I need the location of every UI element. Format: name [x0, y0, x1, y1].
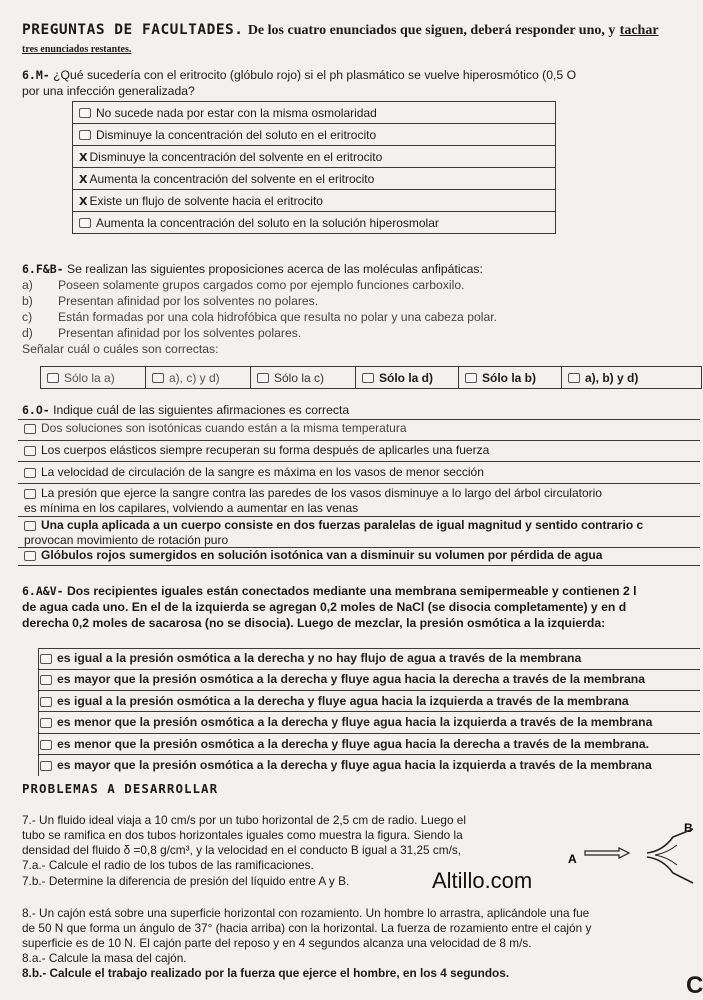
- q2-number: 6.F&B-: [22, 262, 64, 276]
- q4-option[interactable]: es igual a la presión osmótica a la derecha y no hay flujo de agua a través de la membrana: [40, 651, 581, 665]
- p8-line3: superficie es de 10 N. El cajón parte del reposo y en 4 segundos alcanza una velocidad de 8 m/s.: [22, 936, 532, 950]
- header-second-line: tres enunciados restantes.: [22, 44, 132, 55]
- q2-choice[interactable]: Sólo la c): [251, 367, 356, 389]
- branch-lower: [647, 857, 693, 883]
- q2-choice[interactable]: a), c) y d): [146, 367, 251, 389]
- checkbox[interactable]: [465, 373, 477, 383]
- divider: [18, 440, 700, 441]
- problems-heading: PROBLEMAS A DESARROLLAR: [22, 781, 219, 796]
- q3-number: 6.O-: [22, 403, 50, 417]
- q3-option[interactable]: Glóbulos rojos sumergidos en solución isotónica van a disminuir su volumen por pérdida de agua: [24, 548, 602, 562]
- divider: [38, 733, 700, 734]
- q2-item: d) Presentan afinidad por los solventes polares.: [22, 326, 302, 340]
- header-title: PREGUNTAS DE FACULTADES.: [22, 22, 244, 38]
- divider: [18, 419, 700, 420]
- q3-option[interactable]: Dos soluciones son isotónicas cuando están a la misma temperatura: [24, 421, 407, 435]
- q2-intro-line: [22, 262, 483, 278]
- q4-text-line2: de agua cada uno. En el de la izquierda se agregan 0,2 moles de NaCl (se disocia completamente) y en d: [22, 600, 627, 614]
- q2-item: b) Presentan afinidad por los solventes no polares.: [22, 294, 319, 308]
- divider: [18, 516, 700, 517]
- q4-option[interactable]: es igual a la presión osmótica a la derecha y fluye agua hacia la izquierda a través de la membrana: [40, 694, 629, 708]
- checkbox[interactable]: [40, 740, 52, 750]
- label-b: B: [684, 821, 693, 835]
- checkbox[interactable]: [40, 718, 52, 728]
- q3-text: Indique cuál de las siguientes afirmaciones es correcta: [53, 403, 350, 417]
- p7-line1: 7.- Un fluido ideal viaja a 10 cm/s por un tubo horizontal de 2,5 cm de radio. Luego el: [22, 813, 466, 827]
- q4-text-line1: [22, 584, 637, 600]
- q4-option[interactable]: es mayor que la presión osmótica a la derecha y fluye agua hacia la izquierda a través de la membrana: [40, 758, 652, 772]
- branching-tube-figure: [565, 815, 700, 900]
- x-mark: X: [79, 150, 88, 164]
- header-instruction: De los cuatro enunciados que siguen, deberá responder uno, y: [247, 23, 616, 38]
- divider: [38, 669, 700, 670]
- checkbox[interactable]: [79, 108, 91, 118]
- checkbox[interactable]: [40, 697, 52, 707]
- q3-option-continued: es mínima en los capilares, volviendo a aumentar en las venas: [24, 501, 359, 515]
- q1-text-line2: por una infección generalizada?: [22, 84, 195, 98]
- divider: [18, 483, 700, 484]
- q4-text1: Dos recipientes iguales están conectados mediante una membrana semipermeable y contienen 2 l: [66, 584, 637, 598]
- p8-part-b: 8.b.- Calcule el trabajo realizado por la fuerza que ejerce el hombre, en los 4 segundos.: [22, 966, 510, 980]
- p7-part-b: 7.b.- Determine la diferencia de presión del líquido entre A y B.: [22, 874, 350, 888]
- checkbox[interactable]: [40, 654, 52, 664]
- checkbox[interactable]: [79, 218, 91, 228]
- p8-line2: de 50 N que forma un ángulo de 37° (hacia arriba) con la horizontal. La fuerza de rozamiento entre el cajón y: [22, 921, 592, 935]
- q3-option[interactable]: Una cupla aplicada a un cuerpo consiste en dos fuerzas paralelas de igual magnitud y sentido contrario c: [24, 518, 643, 532]
- exam-header: [22, 22, 659, 39]
- q3-text-line: [22, 403, 349, 419]
- divider: [18, 461, 700, 462]
- arrow-right-icon: [585, 848, 629, 858]
- watermark: Altillo.com: [432, 868, 533, 893]
- q2-item: a) Poseen solamente grupos cargados como por ejemplo funciones carboxilo.: [22, 278, 465, 292]
- q1-option[interactable]: Disminuye la concentración del soluto en el eritrocito: [73, 124, 556, 146]
- branch-inner: [655, 845, 677, 865]
- checkbox[interactable]: [40, 675, 52, 685]
- q2-item: c) Están formadas por una cola hidrofóbica que resulta no polar y una cabeza polar.: [22, 310, 498, 324]
- q2-choices-table: [40, 366, 702, 389]
- divider: [38, 754, 700, 755]
- checkbox[interactable]: [24, 551, 36, 561]
- checkbox[interactable]: [24, 521, 36, 531]
- checkbox[interactable]: [24, 468, 36, 478]
- q1-option[interactable]: X Disminuye la concentración del solvente en el eritrocito: [73, 146, 556, 168]
- q1-option[interactable]: X Aumenta la concentración del solvente en el eritrocito: [73, 168, 556, 190]
- checkbox[interactable]: [24, 424, 36, 434]
- q1-number: 6.M-: [22, 68, 50, 82]
- table-border: [38, 648, 39, 776]
- x-mark: X: [79, 172, 88, 186]
- divider: [38, 648, 700, 649]
- q1-option[interactable]: No sucede nada por estar con la misma osmolaridad: [73, 102, 556, 124]
- checkbox[interactable]: [152, 373, 164, 383]
- p7-line3: densidad del fluido δ =0,8 g/cm³, y la velocidad en el conducto B igual a 31,25 cm/s,: [22, 843, 462, 857]
- q4-option[interactable]: es mayor que la presión osmótica a la derecha y fluye agua hacia la derecha a través de la membrana: [40, 672, 645, 686]
- q1-question: ¿Qué sucedería con el eritrocito (glóbulo rojo) si el ph plasmático se vuelve hiperosmótico (0,5 O: [53, 68, 577, 82]
- p7-line2: tubo se ramifica en dos tubos horizontales iguales como muestra la figura. Siendo la: [22, 828, 463, 842]
- checkbox[interactable]: [362, 373, 374, 383]
- q3-option[interactable]: La velocidad de circulación de la sangre es máxima en los vasos de menor sección: [24, 465, 484, 479]
- q2-choice[interactable]: Sólo la d): [356, 367, 459, 389]
- q3-option[interactable]: Los cuerpos elásticos siempre recuperan su forma después de aplicarles una fuerza: [24, 443, 489, 457]
- checkbox[interactable]: [24, 489, 36, 499]
- q4-number: 6.A&V-: [22, 584, 64, 598]
- checkbox[interactable]: [47, 373, 59, 383]
- q1-option[interactable]: Aumenta la concentración del soluto en la solución hiperosmolar: [73, 212, 556, 234]
- q4-option[interactable]: es menor que la presión osmótica a la derecha y fluye agua hacia la derecha a través de la membrana.: [40, 737, 649, 751]
- p7-part-a: 7.a.- Calcule el radio de los tubos de las ramificaciones.: [22, 858, 314, 872]
- checkbox[interactable]: [568, 373, 580, 383]
- q2-choice[interactable]: Sólo la a): [41, 367, 146, 389]
- divider: [38, 711, 700, 712]
- q1-text-line1: [22, 68, 576, 84]
- p8-line1: 8.- Un cajón está sobre una superficie horizontal con rozamiento. Un hombre lo arrastra, aplicándole una fue: [22, 906, 590, 920]
- divider: [18, 565, 700, 566]
- label-a: A: [568, 852, 577, 866]
- q1-option[interactable]: X Existe un flujo de solvente hacia el eritrocito: [73, 190, 556, 212]
- header-instruction-underlined: tachar: [619, 23, 659, 38]
- q4-option[interactable]: es menor que la presión osmótica a la derecha y fluye agua hacia la izquierda a través de la membrana: [40, 715, 652, 729]
- checkbox[interactable]: [24, 446, 36, 456]
- checkbox[interactable]: [79, 130, 91, 140]
- q1-options-table: [72, 101, 556, 234]
- q2-prompt: Señalar cuál o cuáles son correctas:: [22, 342, 219, 356]
- q2-choice[interactable]: a), b) y d): [562, 367, 702, 389]
- q3-option-continued: provocan movimiento de rotación puro: [24, 533, 229, 547]
- checkbox[interactable]: [40, 761, 52, 771]
- checkbox[interactable]: [257, 373, 269, 383]
- corner-glyph: C: [686, 972, 703, 999]
- q3-option[interactable]: La presión que ejerce la sangre contra las paredes de los vasos disminuye a lo largo del árbol circulatorio: [24, 486, 602, 500]
- divider: [38, 690, 700, 691]
- x-mark: X: [79, 194, 88, 208]
- q4-text-line3: derecha 0,2 moles de sacarosa (no se disocia). Luego de mezclar, la presión osmótica a la izquierda:: [22, 616, 606, 630]
- q2-choice[interactable]: Sólo la b): [459, 367, 562, 389]
- q2-intro: Se realizan las siguientes proposiciones acerca de las moléculas anfipáticas:: [66, 262, 483, 276]
- p8-part-a: 8.a.- Calcule la masa del cajón.: [22, 951, 187, 965]
